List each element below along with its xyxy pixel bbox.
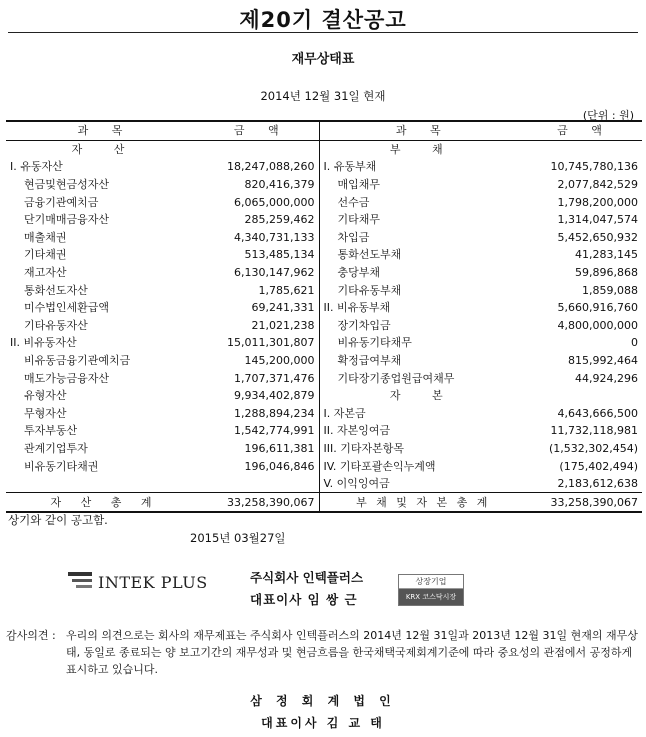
right-account-name: 기타채무 (337, 213, 381, 227)
company-name: 주식회사 인텍플러스 (250, 570, 364, 585)
left-account-name: 무형자산 (24, 406, 67, 420)
right-account-name: 매입채무 (337, 178, 381, 192)
right-account-amount: 1,798,200,000 (557, 195, 638, 209)
company-ceo: 대표이사 임 쌍 근 (250, 592, 358, 607)
table-row (6, 352, 642, 370)
page-title: 제20기 결산공고 (239, 8, 407, 32)
section-row (6, 140, 642, 158)
right-account-name: 확정급여부채 (337, 354, 402, 368)
table-row (6, 158, 642, 176)
left-account-amount: 4,340,731,133 (204, 229, 319, 247)
left-account-name: II. 비유동자산 (10, 336, 77, 350)
right-account-amount: 4,800,000,000 (557, 318, 638, 332)
liabilities-section-label: 부 채 (389, 142, 457, 156)
table-row (6, 422, 642, 440)
left-account-name: 관계기업투자 (24, 441, 88, 455)
header-item-right: 과 목 (319, 121, 527, 140)
right-account-name: IV. 기타포괄손익누계액 (323, 459, 436, 473)
left-account-amount: 196,046,846 (204, 457, 319, 475)
right-account-amount: 41,283,145 (575, 248, 638, 262)
left-account-name: 현금및현금성자산 (24, 178, 110, 192)
left-account-name: 매출채권 (24, 230, 67, 244)
left-account-amount: 196,611,381 (204, 440, 319, 458)
right-account-amount: (1,532,302,454) (548, 441, 638, 455)
header-amount-right: 금 액 (527, 121, 642, 140)
left-account-amount: 6,065,000,000 (204, 193, 319, 211)
left-account-name: 재고자산 (24, 266, 67, 280)
left-account-amount: 820,416,379 (204, 176, 319, 194)
table-row (6, 405, 642, 423)
right-account-name: 비유동기타채무 (337, 336, 412, 350)
table-row (6, 246, 642, 264)
right-account-amount: (175,402,494) (559, 459, 638, 473)
table-row (6, 211, 642, 229)
right-account-amount: 2,077,842,529 (557, 178, 638, 192)
statement-date: 2014년 12월 31일 현재 (260, 89, 386, 103)
balance-sheet-table (6, 120, 642, 513)
left-account-amount (204, 475, 319, 493)
header-item-left: 과 목 (6, 121, 204, 140)
right-account-name: III. 기타자본항목 (323, 441, 404, 455)
right-account-amount: 5,452,650,932 (557, 230, 638, 244)
balance-sheet-body (6, 121, 642, 512)
equity-section-label: 자 본 (389, 389, 457, 403)
table-row (6, 264, 642, 282)
total-liabilities-equity-amount: 33,258,390,067 (527, 493, 642, 512)
right-account-name: 선수금 (337, 195, 370, 209)
right-account-name: 장기차입금 (337, 318, 391, 332)
statement-title: 재무상태표 (291, 52, 355, 67)
announcement-text: 상기와 같이 공고함. (8, 513, 108, 527)
listed-company-badge (398, 574, 464, 606)
table-row (6, 369, 642, 387)
left-account-amount: 15,011,301,807 (204, 334, 319, 352)
assets-section-label: 자 산 (71, 142, 139, 156)
left-account-amount: 1,707,371,476 (204, 369, 319, 387)
badge-bottom-text: KRX 코스닥시장 (399, 589, 463, 605)
right-account-name: I. 자본금 (323, 406, 366, 420)
table-row (6, 317, 642, 335)
audit-opinion-text: 우리의 의견으로는 회사의 재무제표는 주식회사 인텍플러스의 2014년 12월 31일과 2013년 12월 31일 현재의 재무상태, 동일로 종료되는 양 보고기간의 재무성과 및 현금흐름을 한국채택국제회계기준에 따라 중요성의 관점에서 공정하게 표시하고 있습니다. (66, 629, 638, 676)
left-account-amount: 18,247,088,260 (204, 158, 319, 176)
left-account-name: 기타유동자산 (24, 318, 88, 332)
table-row (6, 475, 642, 493)
left-account-amount: 145,200,000 (204, 352, 319, 370)
left-account-name: 단기매매금융자산 (24, 213, 110, 227)
right-account-name: 통화선도부채 (337, 248, 402, 262)
header-amount-left: 금 액 (204, 121, 319, 140)
title-divider (8, 32, 638, 33)
left-account-amount: 513,485,134 (204, 246, 319, 264)
audit-firm: 삼 정 회 계 법 인 (250, 694, 396, 708)
right-account-amount: 0 (631, 336, 638, 350)
audit-firm-ceo: 대표이사 김 교 태 (261, 716, 385, 730)
intekplus-logo-icon (68, 572, 92, 592)
unit-label: (단위 : 원) (582, 109, 634, 122)
table-row (6, 440, 642, 458)
table-row (6, 334, 642, 352)
left-account-name: 비유동기타채권 (24, 459, 99, 473)
left-account-name: 매도가능금융자산 (24, 371, 110, 385)
left-account-amount: 21,021,238 (204, 317, 319, 335)
total-assets-label: 자 산 총 계 (6, 493, 204, 512)
left-account-name: 기타채권 (24, 248, 67, 262)
right-account-name: V. 이익잉여금 (323, 477, 390, 491)
right-account-amount: 2,183,612,638 (557, 477, 638, 491)
right-account-name: 차입금 (337, 230, 370, 244)
left-account-name: 금융기관예치금 (24, 195, 99, 209)
right-account-name: 기타유동부채 (337, 283, 402, 297)
right-account-name: II. 비유동부채 (323, 301, 391, 315)
publish-date: 2015년 03월27일 (190, 531, 286, 545)
table-row (6, 457, 642, 475)
left-account-amount: 1,542,774,991 (204, 422, 319, 440)
company-logo (68, 570, 220, 594)
table-row (6, 193, 642, 211)
right-account-amount (527, 387, 642, 405)
logo-text: INTEK PLUS (98, 572, 208, 592)
right-account-amount: 1,859,088 (582, 283, 638, 297)
audit-opinion-label: 감사의견 : (6, 629, 56, 642)
table-row (6, 281, 642, 299)
left-account-amount: 6,130,147,962 (204, 264, 319, 282)
right-account-name: II. 자본잉여금 (323, 424, 391, 438)
left-account-name: 유형자산 (24, 389, 67, 403)
left-account-name: 투자부동산 (24, 424, 78, 438)
left-account-name (6, 475, 204, 493)
totals-row (6, 493, 642, 512)
total-assets-amount: 33,258,390,067 (204, 493, 319, 512)
table-row (6, 387, 642, 405)
right-account-amount: 44,924,296 (575, 371, 638, 385)
left-account-amount: 1,288,894,234 (204, 405, 319, 423)
right-account-amount: 11,732,118,981 (550, 424, 638, 438)
left-account-name: 미수법인세환급액 (24, 301, 110, 315)
left-account-name: 통화선도자산 (24, 283, 88, 297)
badge-top-text: 상장기업 (399, 575, 463, 589)
right-account-amount: 10,745,780,136 (550, 160, 638, 174)
table-row (6, 229, 642, 247)
right-account-amount: 1,314,047,574 (557, 213, 638, 227)
left-account-amount: 1,785,621 (204, 281, 319, 299)
left-account-amount: 69,241,331 (204, 299, 319, 317)
left-account-name: 비유동금융기관예치금 (24, 354, 131, 368)
right-account-name: 기타장기종업원급여채무 (337, 371, 455, 385)
right-account-amount: 4,643,666,500 (557, 406, 638, 420)
right-account-amount: 5,660,916,760 (557, 301, 638, 315)
right-account-amount: 59,896,868 (575, 266, 638, 280)
table-row (6, 299, 642, 317)
table-header-row (6, 121, 642, 140)
right-account-name: 충당부채 (337, 266, 381, 280)
left-account-name: I. 유동자산 (10, 160, 63, 174)
left-account-amount: 285,259,462 (204, 211, 319, 229)
right-account-name: I. 유동부채 (323, 160, 377, 174)
left-account-amount: 9,934,402,879 (204, 387, 319, 405)
right-account-amount: 815,992,464 (568, 354, 638, 368)
table-row (6, 176, 642, 194)
total-liabilities-equity-label: 부 채 및 자 본 총 계 (319, 493, 527, 512)
